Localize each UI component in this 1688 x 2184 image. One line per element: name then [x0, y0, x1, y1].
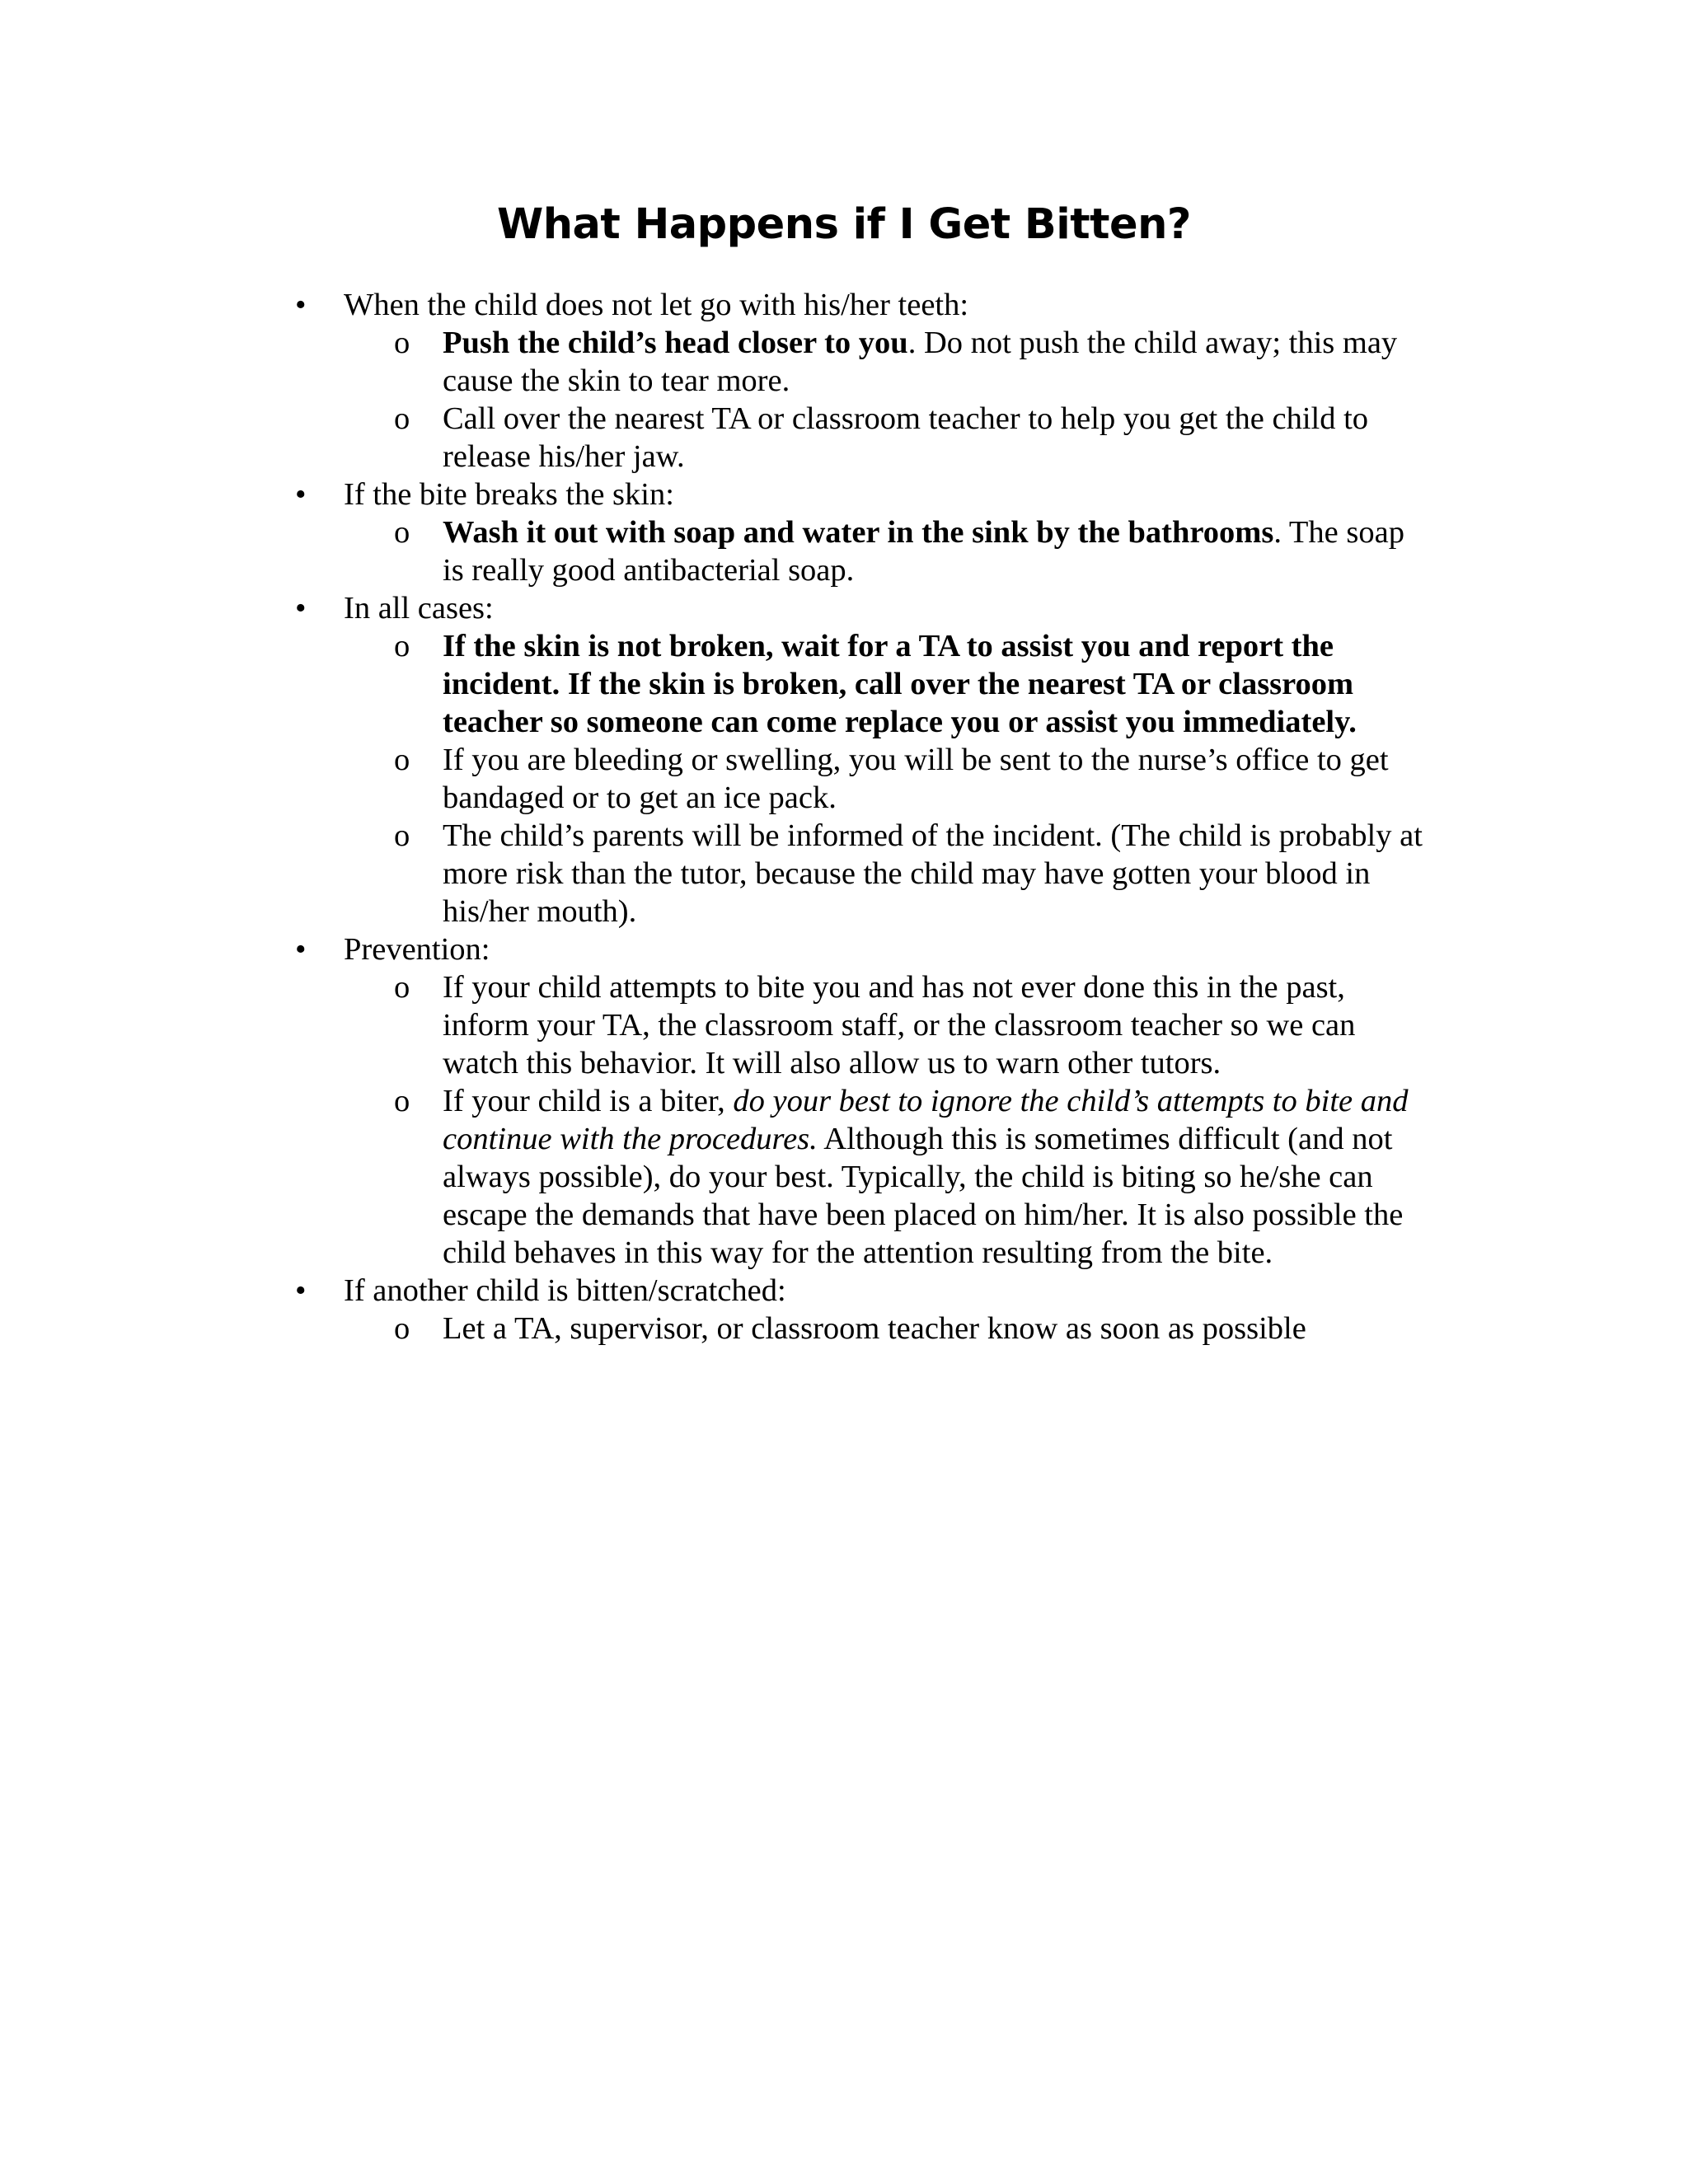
section-heading: When the child does not let go with his/her teeth: — [344, 288, 969, 322]
item-text: Call over the nearest TA or classroom teacher to help you get the child to release his/her jaw. — [443, 401, 1369, 474]
section-heading: If another child is bitten/scratched: — [344, 1273, 786, 1308]
sub-bullet-icon: o — [394, 970, 410, 1005]
section-heading: If the bite breaks the skin: — [344, 477, 674, 512]
sub-bullet-icon: o — [394, 515, 410, 550]
item-text: Although this is sometimes difficult (and not always possible), do your best. Typically, the child is biting so he/she can escape the demands that have been placed on him/her. It is also possible the child behaves in this way for the attention resulting from the bite. — [443, 1122, 1404, 1270]
sub-bullet-icon: o — [394, 326, 410, 360]
section-heading: Prevention: — [344, 932, 490, 967]
item-text: . The soap is really good antibacterial soap. — [443, 515, 1404, 588]
item-italic-text: do your best to ignore the child’s attempts to bite and continue with the procedures. — [443, 1084, 1409, 1156]
bullet-icon: • — [295, 591, 307, 626]
item-text: . Do not push the child away; this may cause the skin to tear more. — [443, 326, 1398, 398]
item-bold-text: Wash it out with soap and water in the sink by the bathrooms — [443, 515, 1274, 550]
document-body — [295, 286, 1432, 1347]
bullet-icon: • — [295, 1273, 307, 1308]
bullet-icon: • — [295, 932, 307, 967]
page-title: What Happens if I Get Bitten? — [496, 200, 1192, 249]
section-when-child-does-not-let-go — [295, 286, 1432, 476]
list-item — [295, 1310, 1432, 1347]
item-text: If you are bleeding or swelling, you will be sent to the nurse’s office to get bandaged or to get an ice pack. — [443, 743, 1389, 815]
item-text: If your child is a biter, — [443, 1084, 734, 1118]
section-another-child-bitten — [295, 1272, 1432, 1347]
list-item — [295, 817, 1432, 930]
sub-bullet-icon: o — [394, 1084, 410, 1118]
bullet-icon: • — [295, 288, 307, 322]
section-heading: In all cases: — [344, 591, 494, 626]
sub-bullet-icon: o — [394, 1311, 410, 1346]
bullet-icon: • — [295, 477, 307, 512]
section-all-cases — [295, 589, 1432, 930]
section-prevention — [295, 930, 1432, 1272]
item-bold-text: Push the child’s head closer to you — [443, 326, 908, 360]
sub-bullet-icon: o — [394, 629, 410, 663]
sub-bullet-icon: o — [394, 743, 410, 777]
list-item — [295, 968, 1432, 1082]
list-item — [295, 1082, 1432, 1272]
sub-bullet-icon: o — [394, 401, 410, 436]
list-item — [295, 741, 1432, 817]
item-text: Let a TA, supervisor, or classroom teacher know as soon as possible — [443, 1311, 1306, 1346]
item-bold-text: If the skin is not broken, wait for a TA to assist you and report the incident. If the skin is broken, call over the nearest TA or classroom teacher so someone can come replace you or assist you immediately. — [443, 629, 1357, 739]
sub-bullet-icon: o — [394, 818, 410, 853]
list-item — [295, 627, 1432, 741]
list-item — [295, 400, 1432, 476]
item-text: The child’s parents will be informed of the incident. (The child is probably at more risk than the tutor, because the child may have gotten your blood in his/her mouth). — [443, 818, 1423, 929]
section-bite-breaks-skin — [295, 476, 1432, 589]
item-text: If your child attempts to bite you and has not ever done this in the past, inform your TA, the classroom staff, or the classroom teacher so we can watch this behavior. It will also allow us to warn other tutors. — [443, 970, 1356, 1080]
list-item — [295, 513, 1432, 589]
list-item — [295, 324, 1432, 400]
